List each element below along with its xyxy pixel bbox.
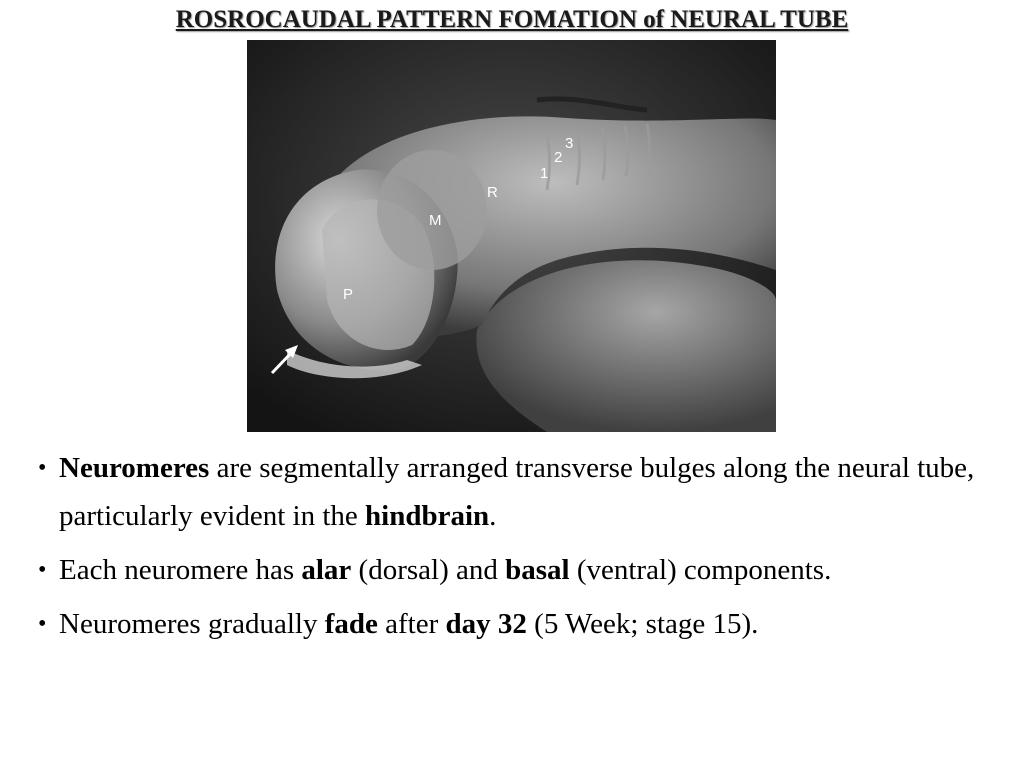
bullet-list — [38, 444, 998, 654]
bullet-term: basal — [505, 554, 570, 586]
label-2: 2 — [554, 149, 563, 166]
bullet-text: are segmentally arranged transverse bulges along the neural tube, particularly evident in the — [59, 452, 975, 532]
bullet-text: Each neuromere has — [59, 554, 302, 586]
bullet-dot: • — [38, 611, 47, 637]
bullet-item — [38, 444, 998, 540]
embryo-image — [247, 40, 776, 432]
bullet-text: after — [377, 608, 446, 640]
bullet-text: (5 Week; stage 15). — [526, 608, 759, 640]
bullet-text: (ventral) components. — [569, 554, 832, 586]
bullet-item — [38, 600, 998, 648]
bullet-term: alar — [301, 554, 352, 586]
label-1: 1 — [540, 165, 549, 182]
bullet-term: day 32 — [445, 608, 527, 640]
bullet-text: Neuromeres gradually — [59, 608, 325, 640]
label-m: M — [429, 212, 442, 229]
label-p: P — [343, 286, 354, 303]
bullet-dot: • — [38, 557, 47, 583]
bullet-term: Neuromeres — [59, 452, 210, 484]
slide-title: ROSROCAUDAL PATTERN FOMATION of NEURAL TUBE — [175, 6, 849, 33]
bullet-text: . — [489, 500, 497, 532]
bullet-dot: • — [38, 455, 47, 481]
bullet-text: (dorsal) and — [351, 554, 506, 586]
bullet-item — [38, 546, 998, 594]
bullet-term: fade — [324, 608, 378, 640]
embryo-sem-micrograph — [247, 40, 776, 432]
bullet-term: hindbrain — [365, 500, 490, 532]
label-3: 3 — [565, 135, 574, 152]
label-r: R — [487, 184, 498, 201]
